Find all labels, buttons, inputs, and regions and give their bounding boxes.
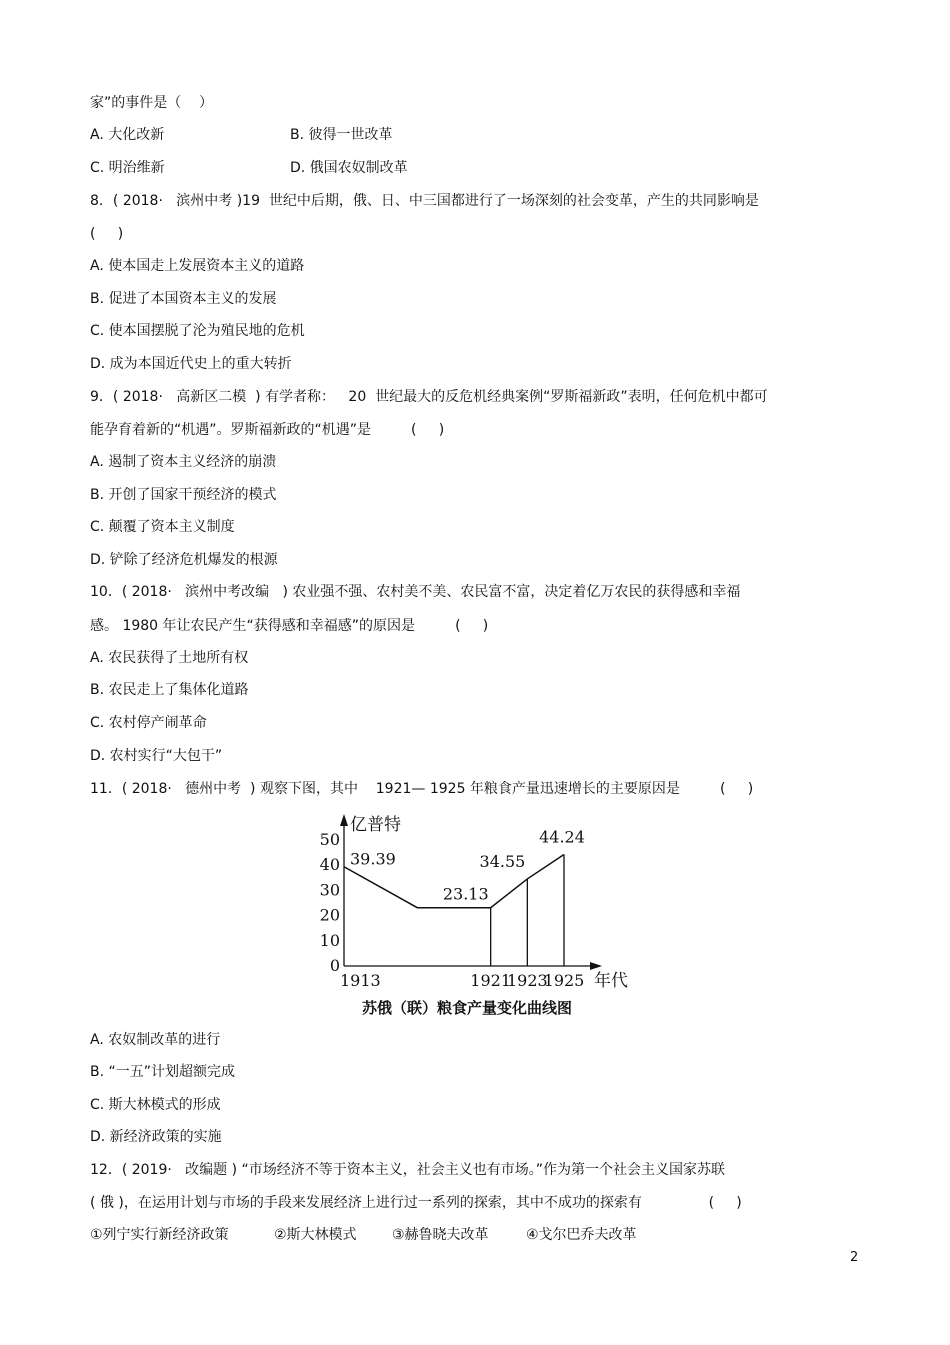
chart-title: 苏俄（联）粮食产量变化曲线图: [361, 999, 573, 1017]
q8-option-d: D. 成为本国近代史上的重大转折: [90, 356, 292, 372]
y-tick-label: 40: [319, 855, 340, 875]
q9-option-d: D. 铲除了经济危机爆发的根源: [90, 552, 278, 568]
q10-stem-line2: 感。 1980 年让农民产生“获得感和幸福感”的原因是 ( ): [90, 618, 489, 634]
q8-option-a: A. 使本国走上发展资本主义的道路: [90, 258, 305, 274]
q10-option-d: D. 农村实行“大包干”: [90, 748, 223, 764]
q9-option-c: C. 颠覆了资本主义制度: [90, 519, 235, 535]
q8-stem-line2: ( ): [90, 226, 124, 242]
q7-option-b: B. 彼得一世改革: [290, 127, 393, 143]
q12-item-1: ①列宁实行新经济政策: [90, 1227, 229, 1243]
y-tick-label: 10: [319, 930, 340, 950]
q8-stem-line1: 8．( 2018· 滨州中考 )19 世纪中后期，俄、日、中三国都进行了一场深刻的社会变革，产生的共同影响是: [90, 193, 759, 209]
q10-option-c: C. 农村停产闹革命: [90, 715, 207, 731]
data-label: 23.13: [442, 884, 489, 904]
q8-option-b: B. 促进了本国资本主义的发展: [90, 291, 277, 307]
q8-option-c: C. 使本国摆脱了沦为殖民地的危机: [90, 323, 305, 339]
y-tick-label: 20: [319, 905, 340, 925]
q9-option-a: A. 遏制了资本主义经济的崩溃: [90, 454, 277, 470]
q12-item-3: ③赫鲁晓夫改革: [392, 1227, 489, 1243]
q7-option-d: D. 俄国农奴制改革: [290, 160, 408, 176]
y-tick-label: 30: [319, 880, 340, 900]
q12-stem-line2: ( 俄 )，在运用计划与市场的手段来发展经济上进行过一系列的探索，其中不成功的探索有 ( ): [90, 1195, 742, 1211]
x-axis-label: 年代: [594, 971, 628, 991]
q10-stem-line1: 10．( 2018· 滨州中考改编 ) 农业强不强、农村美不美、农民富不富，决定着亿万农民的获得感和幸福: [90, 584, 741, 600]
data-label: 44.24: [539, 827, 585, 847]
q10-option-b: B. 农民走上了集体化道路: [90, 682, 249, 698]
q7-option-c: C. 明治维新: [90, 160, 165, 176]
x-tick-label: 1925: [543, 971, 585, 990]
q12-item-4: ④戈尔巴乔夫改革: [526, 1227, 637, 1243]
data-label: 34.55: [479, 851, 526, 871]
q7-option-a: A. 大化改新: [90, 127, 165, 143]
x-axis-arrow: [590, 962, 602, 970]
q11-option-b: B. “一五”计划超额完成: [90, 1064, 236, 1080]
q12-stem-line1: 12．( 2019· 改编题 ) “市场经济不等于资本主义，社会主义也有市场。”作为第一个社会主义国家苏联: [90, 1162, 726, 1178]
x-tick-label: 1923: [506, 971, 548, 990]
q9-option-b: B. 开创了国家干预经济的模式: [90, 487, 277, 503]
y-tick-label: 0: [329, 956, 340, 975]
page-number: 2: [850, 1250, 859, 1265]
y-tick-label: 50: [319, 830, 340, 849]
q9-stem-line2: 能孕育着新的“机遇”。罗斯福新政的“机遇”是 ( ): [90, 422, 445, 438]
y-axis-label: 亿普特: [350, 815, 401, 835]
q12-item-2: ②斯大林模式: [274, 1227, 357, 1243]
x-tick-label: 1913: [340, 971, 381, 990]
q7-tail: 家”的事件是（ ）: [90, 95, 214, 111]
q11-option-d: D. 新经济政策的实施: [90, 1129, 222, 1145]
data-label: 39.39: [350, 849, 396, 869]
q11-option-c: C. 斯大林模式的形成: [90, 1097, 221, 1113]
y-axis-arrow: [340, 814, 348, 826]
q11-option-a: A. 农奴制改革的进行: [90, 1032, 221, 1048]
q10-option-a: A. 农民获得了土地所有权: [90, 650, 249, 666]
q11-stem-line1: 11．( 2018· 德州中考 ) 观察下图，其中 1921— 1925 年粮食产量迅速增长的主要原因是 ( ): [90, 781, 754, 797]
q9-stem-line1: 9．( 2018· 高新区二模 ) 有学者称： 20 世纪最大的反危机经典案例“罗斯福新政”表明，任何危机中都可: [90, 389, 768, 405]
x-tick-label: 1921: [470, 971, 512, 990]
grain-output-line-chart: [319, 808, 642, 1023]
